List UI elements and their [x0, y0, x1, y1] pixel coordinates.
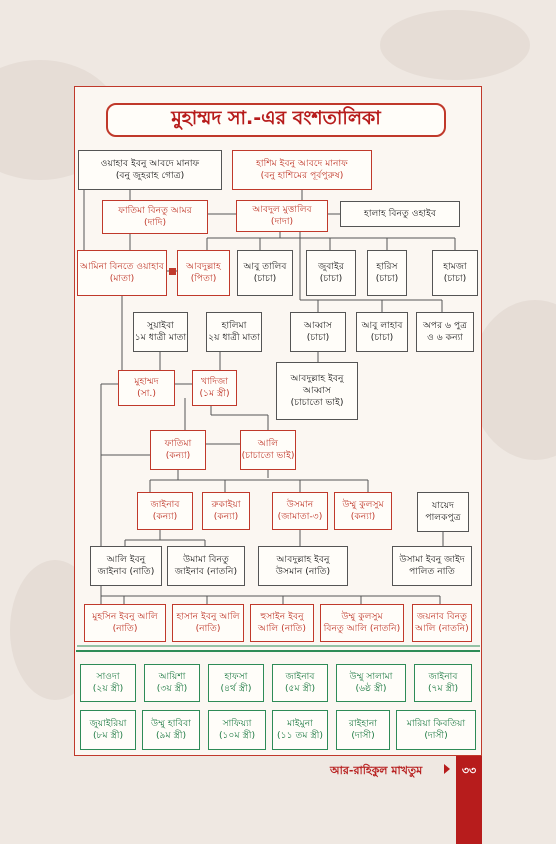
wife-note: (৭ম স্ত্রী)	[427, 683, 459, 694]
wife-juwairiya	[80, 710, 136, 750]
node-abdullah-uthman	[258, 546, 348, 586]
node-uthman-note: (জামাতা-৩)	[277, 511, 323, 522]
node-muhammad-name: মুহাম্মদ	[134, 376, 159, 387]
node-muhsin	[84, 604, 166, 642]
node-abdullah-uthman-note: উসমান (নাতি)	[275, 566, 331, 577]
node-ali-zainab	[90, 546, 162, 586]
node-zayd-note: পালকপুত্র	[425, 512, 461, 523]
node-zainab-note: (কন্যা)	[152, 511, 178, 522]
node-husain-note: আলি (নাতি)	[258, 623, 306, 634]
wife-name: মারিয়া কিবতিয়া	[406, 718, 466, 729]
wife-zainab-7	[414, 664, 472, 702]
wife-note: (৪র্থ স্ত্রী)	[220, 683, 252, 694]
node-ali-zainab-name: আলি ইবনু	[106, 554, 146, 565]
node-abu-lahab-note: (চাচা)	[370, 332, 394, 343]
node-fatima-amr-note: (দাদি)	[143, 217, 167, 228]
wife-note: (দাসী)	[351, 730, 375, 741]
node-amina-name: আমিনা বিনতে ওয়াহাব	[80, 261, 164, 272]
node-zainab-name: জাইনাব	[150, 499, 180, 510]
node-muhammad-note: (সা.)	[137, 388, 156, 399]
node-suwaiba	[133, 312, 188, 352]
node-ruqayya	[202, 492, 250, 530]
node-abdul-muttalib-name: আবদুল মুত্তালিব	[252, 204, 312, 215]
node-suwaiba-name: সুয়াইবা	[147, 320, 174, 331]
wife-note: (৬ষ্ঠ স্ত্রী)	[355, 683, 387, 694]
wife-name: সাফিয়্যা	[222, 718, 252, 729]
node-amina	[77, 250, 167, 296]
node-abbas-name: আব্বাস	[303, 320, 332, 331]
book-title: আর-রাহিকুল মাখতুম	[330, 764, 423, 777]
node-haris-note: (চাচা)	[375, 273, 399, 284]
node-zubair-name: জুবাইর	[318, 261, 344, 272]
wife-note: (৯ম স্ত্রী)	[155, 730, 187, 741]
node-others-note: ও ৬ কন্যা	[427, 332, 463, 343]
node-haris-name: হারিস	[376, 261, 398, 272]
node-hasan	[172, 604, 244, 642]
wife-name: আয়িশা	[158, 671, 186, 682]
node-abdullah-note: (পিতা)	[190, 273, 217, 284]
node-hashim-name: হাশিম ইবনু আবদে মানাফ	[256, 158, 348, 169]
node-abdullah-abbas-note: (চাচাতো ভাই)	[290, 397, 344, 408]
wife-umm-habiba	[142, 710, 200, 750]
wife-name: উম্মু হাবিবা	[151, 718, 191, 729]
node-abu-lahab-name: আবু লাহাব	[361, 320, 403, 331]
node-abdullah-abbas-name: আবদুল্লাহ ইবনু	[290, 373, 344, 384]
node-khadija-note: (১ম স্ত্রী)	[199, 388, 230, 399]
node-abdullah-abbas	[276, 362, 358, 420]
wife-safiyya	[208, 710, 266, 750]
node-abu-talib	[237, 250, 293, 296]
wife-name: উম্মু সালামা	[349, 671, 393, 682]
node-others	[416, 312, 474, 352]
node-hashim-note: (বনু হাশিমের পূর্বপুরুষ)	[260, 170, 344, 181]
node-uthman	[272, 492, 328, 530]
wife-note: (১১ তম স্ত্রী)	[277, 730, 323, 741]
wife-raihana	[336, 710, 390, 750]
node-khadija	[192, 370, 237, 406]
wife-name: সাওদা	[96, 671, 120, 682]
arrow-right-icon	[444, 764, 450, 774]
node-zayd-name: যায়েদ	[432, 500, 454, 511]
node-husain	[250, 604, 314, 642]
node-ali	[240, 430, 296, 470]
node-fatima-note: (কন্যা)	[165, 450, 191, 461]
page-number: ৩৩	[456, 756, 482, 844]
node-halima-name: হালিমা	[221, 320, 247, 331]
node-umm-kulthum-note: (কন্যা)	[350, 511, 376, 522]
node-hasan-note: (নাতি)	[195, 623, 221, 634]
node-ali-name: আলি	[257, 438, 279, 449]
wife-note: (১০ম স্ত্রী)	[218, 730, 256, 741]
node-hamza	[432, 250, 478, 296]
wife-name: মাইমুনা	[287, 718, 313, 729]
node-amina-note: (মাতা)	[109, 273, 135, 284]
wife-note: (৫ম স্ত্রী)	[284, 683, 316, 694]
node-hamza-note: (চাচা)	[443, 273, 467, 284]
node-usama	[392, 546, 472, 586]
node-abu-lahab	[356, 312, 408, 352]
node-fatima-amr-name: ফাতিমা বিনতু আমর	[118, 205, 192, 216]
node-ali-zainab-note: জাইনাব (নাতি)	[97, 566, 155, 577]
node-ruqayya-note: (কন্যা)	[213, 511, 239, 522]
marriage-marker	[169, 268, 176, 275]
node-abu-talib-name: আবু তালিব	[243, 261, 287, 272]
wife-name: জাইনাব	[428, 671, 458, 682]
wife-note: (২য় স্ত্রী)	[92, 683, 124, 694]
node-zayd	[417, 492, 469, 532]
wife-hafsa	[208, 664, 264, 702]
node-suwaiba-note: ১ম ধাত্রী মাতা	[134, 332, 187, 343]
node-abdul-muttalib	[236, 200, 328, 232]
node-hashim	[232, 150, 372, 190]
wife-sawda	[80, 664, 136, 702]
wife-name: হাফসা	[224, 671, 248, 682]
wife-name: জুয়াইরিয়া	[89, 718, 127, 729]
wife-aisha	[144, 664, 200, 702]
node-umama-note: জাইনাব (নাতনি)	[174, 566, 238, 577]
wife-note: (দাসী)	[424, 730, 448, 741]
node-hala	[340, 201, 460, 227]
wife-note: (৩য় স্ত্রী)	[156, 683, 188, 694]
node-abu-talib-note: (চাচা)	[253, 273, 277, 284]
wife-mariya	[396, 710, 476, 750]
node-abbas	[290, 312, 346, 352]
node-zainab-ali	[412, 604, 472, 642]
node-wahab-note: (বনু জুহরাহ গোত্র)	[115, 170, 185, 181]
node-abdullah-abbas-name-2: আব্বাস	[302, 385, 331, 396]
node-zubair	[306, 250, 356, 296]
node-umama	[167, 546, 245, 586]
node-halima-note: ২য় ধাত্রী মাতা	[208, 332, 260, 343]
node-abdullah-uthman-name: আবদুল্লাহ ইবনু	[276, 554, 330, 565]
node-umm-kulthum-ali-note: বিনতু আলি (নাতনি)	[323, 623, 401, 634]
node-others-name: অপর ৬ পুত্র	[422, 320, 468, 331]
page-title: মুহাম্মদ সা.-এর বংশতালিকা	[106, 103, 446, 137]
wife-umm-salama	[336, 664, 406, 702]
node-hala-name: হালাহ বিনতু ওহাইব	[364, 208, 436, 219]
node-usama-name: উসামা ইবনু জাইদ	[399, 554, 465, 565]
node-ali-note: (চাচাতো ভাই)	[241, 450, 295, 461]
node-wahab	[78, 150, 222, 190]
node-umm-kulthum-ali	[320, 604, 404, 642]
wife-name: জাইনাব	[285, 671, 315, 682]
wife-name: রাইহানা	[348, 718, 378, 729]
node-halima	[206, 312, 262, 352]
node-hasan-name: হাসান ইবনু আলি	[176, 611, 240, 622]
node-ruqayya-name: রুকাইয়া	[211, 499, 241, 510]
node-umm-kulthum	[334, 492, 392, 530]
node-zainab-ali-note: আলি (নাতনি)	[415, 623, 469, 634]
node-fatima-name: ফাতিমা	[164, 438, 192, 449]
node-khadija-name: খাদিজা	[200, 376, 229, 387]
node-husain-name: হুসাইন ইবনু	[260, 611, 304, 622]
node-hamza-name: হামজা	[443, 261, 467, 272]
node-muhammad	[118, 370, 175, 406]
node-haris	[367, 250, 407, 296]
node-usama-note: পালিত নাতি	[409, 566, 455, 577]
wife-maimuna	[272, 710, 328, 750]
node-abdul-muttalib-note: (দাদা)	[270, 216, 294, 227]
node-abdullah	[177, 250, 230, 296]
node-wahab-name: ওয়াহাব ইবনু আবদে মানাফ	[100, 158, 200, 169]
node-zainab-ali-name: জয়নাব বিনতু	[417, 611, 467, 622]
node-umm-kulthum-name: উম্মু কুলসুম	[342, 499, 384, 510]
node-fatima-amr	[102, 200, 208, 234]
node-umama-name: উমামা বিনতু	[183, 554, 229, 565]
node-uthman-name: উসমান	[286, 499, 314, 510]
node-abdullah-name: আবদুল্লাহ	[186, 261, 221, 272]
node-fatima	[150, 430, 206, 470]
node-muhsin-note: (নাতি)	[112, 623, 138, 634]
node-muhsin-name: মুহসিন ইবনু আলি	[92, 611, 158, 622]
node-abbas-note: (চাচা)	[306, 332, 330, 343]
node-umm-kulthum-ali-name: উম্মু কুলসুম	[341, 611, 383, 622]
node-zubair-note: (চাচা)	[319, 273, 343, 284]
wife-note: (৮ম স্ত্রী)	[92, 730, 124, 741]
node-zainab	[137, 492, 193, 530]
wife-zainab-5	[272, 664, 328, 702]
